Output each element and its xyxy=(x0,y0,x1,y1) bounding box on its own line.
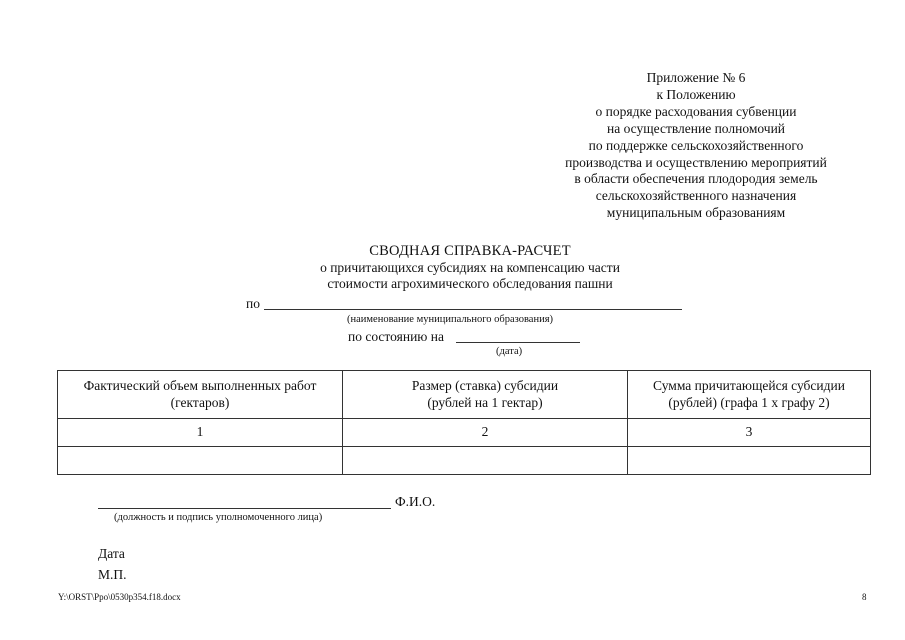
municipality-name-hint: (наименование муниципального образования) xyxy=(347,314,554,325)
header-text: Размер (ставка) субсидии xyxy=(411,378,559,393)
document-title xyxy=(170,243,770,292)
calculation-table xyxy=(57,370,871,475)
column-number: 1 xyxy=(58,419,343,447)
table-row xyxy=(58,419,871,447)
appendix-line: в области обеспечения плодородия земель xyxy=(574,171,818,187)
appendix-line: производства и осуществлению мероприятий xyxy=(565,154,827,170)
header-text: (рублей) (графа 1 х графу 2) xyxy=(668,394,830,410)
appendix-header xyxy=(520,70,872,222)
table-cell xyxy=(343,447,628,475)
date-hint: (дата) xyxy=(496,346,523,357)
header-text: (рублей на 1 гектар) xyxy=(427,394,543,410)
po-label: по xyxy=(246,296,260,311)
header-text: Сумма причитающейся субсидии xyxy=(653,378,845,393)
signature-field xyxy=(98,508,391,509)
appendix-line: сельскохозяйственного назначения xyxy=(595,188,797,204)
header-text: Фактический объем выполненных работ xyxy=(83,378,317,393)
municipality-name-field xyxy=(264,309,682,310)
column-number: 2 xyxy=(343,419,628,447)
column-number: 3 xyxy=(628,419,871,447)
header-text: (гектаров) xyxy=(170,394,230,410)
appendix-line: к Положению xyxy=(656,86,736,102)
table-row xyxy=(58,447,871,475)
stamp-place-label: М.П. xyxy=(98,567,127,582)
table-cell xyxy=(58,447,343,475)
table-header-row xyxy=(58,371,871,419)
status-date-label: по состоянию на xyxy=(348,329,444,344)
appendix-line: по поддержке сельскохозяйственного xyxy=(588,137,804,153)
appendix-line: Приложение № 6 xyxy=(646,70,746,85)
header-cell-volume xyxy=(58,371,343,419)
fio-label: Ф.И.О. xyxy=(395,494,436,509)
date-label: Дата xyxy=(98,546,125,561)
page-number: 8 xyxy=(862,592,867,602)
appendix-line: на осуществление полномочий xyxy=(606,120,786,136)
table-cell xyxy=(628,447,871,475)
file-path: Y:\ORST\Ppo\0530p354.f18.docx xyxy=(58,592,181,602)
title-main: СВОДНАЯ СПРАВКА-РАСЧЕТ xyxy=(369,243,571,259)
header-cell-amount xyxy=(628,371,871,419)
status-date-field xyxy=(456,342,580,343)
header-cell-rate xyxy=(343,371,628,419)
appendix-line: муниципальным образованиям xyxy=(606,205,786,221)
title-line-1: о причитающихся субсидиях на компенсацию части xyxy=(320,260,620,275)
title-line-2: стоимости агрохимического обследования пашни xyxy=(327,276,613,291)
appendix-line: о порядке расходования субвенции xyxy=(595,103,797,119)
signature-hint: (должность и подпись уполномоченного лица) xyxy=(114,512,323,523)
